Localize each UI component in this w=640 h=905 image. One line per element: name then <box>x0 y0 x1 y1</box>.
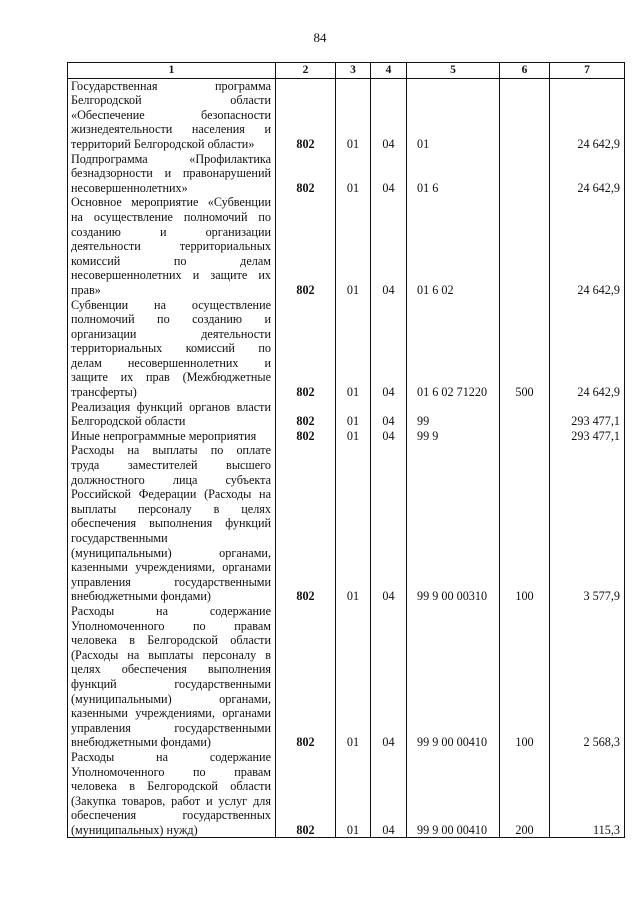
item-name-line: Подпрограмма «Профилактика <box>71 151 271 166</box>
item-name-line: комиссий по делам <box>71 253 271 268</box>
section-cell: 01 <box>336 604 371 750</box>
table-row <box>68 78 625 151</box>
subsection-cell: 04 <box>371 195 407 297</box>
ministry-code-cell: 802 <box>276 400 336 429</box>
item-name-line: несовершеннолетних и защите их <box>71 268 271 283</box>
column-header: 5 <box>407 63 500 79</box>
amount-cell: 293 477,1 <box>550 429 625 444</box>
subsection-cell: 04 <box>371 750 407 838</box>
table-row <box>68 400 625 429</box>
item-name-line: Российской Федерации (Расходы на <box>71 487 271 502</box>
ministry-code-cell: 802 <box>276 604 336 750</box>
column-header: 4 <box>371 63 407 79</box>
target-article-cell: 01 6 <box>407 152 500 196</box>
item-name-line: прав» <box>71 282 101 297</box>
section-cell: 01 <box>336 152 371 196</box>
column-header: 1 <box>68 63 276 79</box>
subsection-cell: 04 <box>371 443 407 604</box>
item-name-line: государственными <box>71 531 168 545</box>
item-name-line: (муниципальными) органами, <box>71 691 271 706</box>
ministry-code-cell: 802 <box>276 443 336 604</box>
amount-cell: 2 568,3 <box>550 604 625 750</box>
expense-type-cell <box>500 429 550 444</box>
subsection-cell: 04 <box>371 429 407 444</box>
item-name-line: целях обеспечения выполнения <box>71 662 271 677</box>
target-article-cell: 01 <box>407 78 500 151</box>
item-name-line: (муниципальными) органами, <box>71 545 271 560</box>
table-row <box>68 429 625 444</box>
item-name-line: внебюджетными фондами) <box>71 589 211 604</box>
target-article-cell: 99 9 00 00310 <box>407 443 500 604</box>
column-header: 7 <box>550 63 625 79</box>
amount-cell: 24 642,9 <box>550 195 625 297</box>
column-header: 3 <box>336 63 371 79</box>
item-name-line: обеспечения государственных <box>71 808 271 823</box>
item-name-line: трансферты) <box>71 385 137 400</box>
expense-type-cell <box>500 78 550 151</box>
item-name-cell <box>68 298 276 400</box>
budget-table <box>67 62 625 838</box>
item-name-line: казенными учреждениями, органами <box>71 560 271 575</box>
item-name-cell <box>68 429 276 444</box>
item-name-cell <box>68 78 276 151</box>
item-name-cell <box>68 400 276 429</box>
expense-type-cell <box>500 152 550 196</box>
subsection-cell: 04 <box>371 78 407 151</box>
amount-cell: 3 577,9 <box>550 443 625 604</box>
item-name-line: человека в Белгородской области <box>71 633 271 648</box>
table-row <box>68 152 625 196</box>
item-name-line: деятельности территориальных <box>71 239 271 254</box>
target-article-cell: 99 <box>407 400 500 429</box>
item-name-line: Белгородской области <box>71 93 271 108</box>
target-article-cell: 99 9 <box>407 429 500 444</box>
table-row <box>68 750 625 838</box>
amount-cell: 24 642,9 <box>550 152 625 196</box>
expense-type-cell: 100 <box>500 604 550 750</box>
table-header-row <box>68 63 625 79</box>
section-cell: 01 <box>336 400 371 429</box>
item-name-line: Субвенции на осуществление <box>71 297 271 312</box>
item-name-line: (Расходы на выплаты персоналу в <box>71 647 271 662</box>
table-row <box>68 443 625 604</box>
item-name-line: труда заместителей высшего <box>71 458 271 473</box>
item-name-line: территорий Белгородской области» <box>71 136 255 151</box>
target-article-cell: 01 6 02 71220 <box>407 298 500 400</box>
item-name-line: управления государственными <box>71 574 271 589</box>
item-name-line: функций государственными <box>71 676 271 691</box>
item-name-line: Белгородской области <box>71 414 186 429</box>
section-cell: 01 <box>336 78 371 151</box>
item-name-line: «Обеспечение безопасности <box>71 107 271 122</box>
expense-type-cell: 200 <box>500 750 550 838</box>
item-name-cell <box>68 750 276 838</box>
item-name-line: должностного лица субъекта <box>71 472 271 487</box>
item-name-line: (муниципальных) нужд) <box>71 822 198 837</box>
item-name-line: обеспечения выполнения функций <box>71 516 271 531</box>
expense-type-cell <box>500 195 550 297</box>
item-name-line: человека в Белгородской области <box>71 779 271 794</box>
item-name-line: организации деятельности <box>71 326 271 341</box>
item-name-line: созданию и организации <box>71 224 271 239</box>
subsection-cell: 04 <box>371 152 407 196</box>
table-row <box>68 298 625 400</box>
item-name-cell <box>68 195 276 297</box>
table-row <box>68 195 625 297</box>
subsection-cell: 04 <box>371 400 407 429</box>
item-name-line: Реализация функций органов власти <box>71 399 271 414</box>
target-article-cell: 99 9 00 00410 <box>407 750 500 838</box>
section-cell: 01 <box>336 750 371 838</box>
expense-type-cell: 100 <box>500 443 550 604</box>
item-name-line: Иные непрограммные мероприятия <box>71 428 257 443</box>
expense-type-cell <box>500 400 550 429</box>
ministry-code-cell: 802 <box>276 429 336 444</box>
item-name-line: Государственная программа <box>71 78 271 93</box>
item-name-line: несовершеннолетних» <box>71 180 188 195</box>
subsection-cell: 04 <box>371 604 407 750</box>
item-name-line: Расходы на содержание <box>71 603 271 618</box>
item-name-cell <box>68 443 276 604</box>
ministry-code-cell: 802 <box>276 750 336 838</box>
item-name-line: делам несовершеннолетних и <box>71 355 271 370</box>
item-name-line: Расходы на содержание <box>71 749 271 764</box>
expense-type-cell: 500 <box>500 298 550 400</box>
amount-cell: 115,3 <box>550 750 625 838</box>
table-body <box>68 78 625 838</box>
item-name-line: выплаты персоналу в целях <box>71 501 271 516</box>
column-header: 2 <box>276 63 336 79</box>
ministry-code-cell: 802 <box>276 152 336 196</box>
item-name-line: защите их прав (Межбюджетные <box>71 370 271 385</box>
item-name-line: Основное мероприятие «Субвенции <box>71 195 271 210</box>
amount-cell: 293 477,1 <box>550 400 625 429</box>
amount-cell: 24 642,9 <box>550 78 625 151</box>
item-name-line: Уполномоченного по правам <box>71 764 271 779</box>
page-number: 84 <box>313 30 327 45</box>
amount-cell: 24 642,9 <box>550 298 625 400</box>
item-name-line: жизнедеятельности населения и <box>71 122 271 137</box>
column-header: 6 <box>500 63 550 79</box>
item-name-line: Расходы на выплаты по оплате <box>71 443 271 458</box>
section-cell: 01 <box>336 443 371 604</box>
item-name-line: полномочий по созданию и <box>71 312 271 327</box>
ministry-code-cell: 802 <box>276 195 336 297</box>
table-row <box>68 604 625 750</box>
item-name-cell <box>68 152 276 196</box>
target-article-cell: 99 9 00 00410 <box>407 604 500 750</box>
item-name-line: (Закупка товаров, работ и услуг для <box>71 793 271 808</box>
section-cell: 01 <box>336 298 371 400</box>
item-name-line: территориальных комиссий по <box>71 341 271 356</box>
subsection-cell: 04 <box>371 298 407 400</box>
section-cell: 01 <box>336 429 371 444</box>
item-name-cell <box>68 604 276 750</box>
item-name-line: внебюджетными фондами) <box>71 735 211 750</box>
ministry-code-cell: 802 <box>276 78 336 151</box>
target-article-cell: 01 6 02 <box>407 195 500 297</box>
item-name-line: управления государственными <box>71 720 271 735</box>
section-cell: 01 <box>336 195 371 297</box>
ministry-code-cell: 802 <box>276 298 336 400</box>
item-name-line: на осуществление полномочий по <box>71 209 271 224</box>
item-name-line: безнадзорности и правонарушений <box>71 166 271 181</box>
item-name-line: казенными учреждениями, органами <box>71 706 271 721</box>
item-name-line: Уполномоченного по правам <box>71 618 271 633</box>
